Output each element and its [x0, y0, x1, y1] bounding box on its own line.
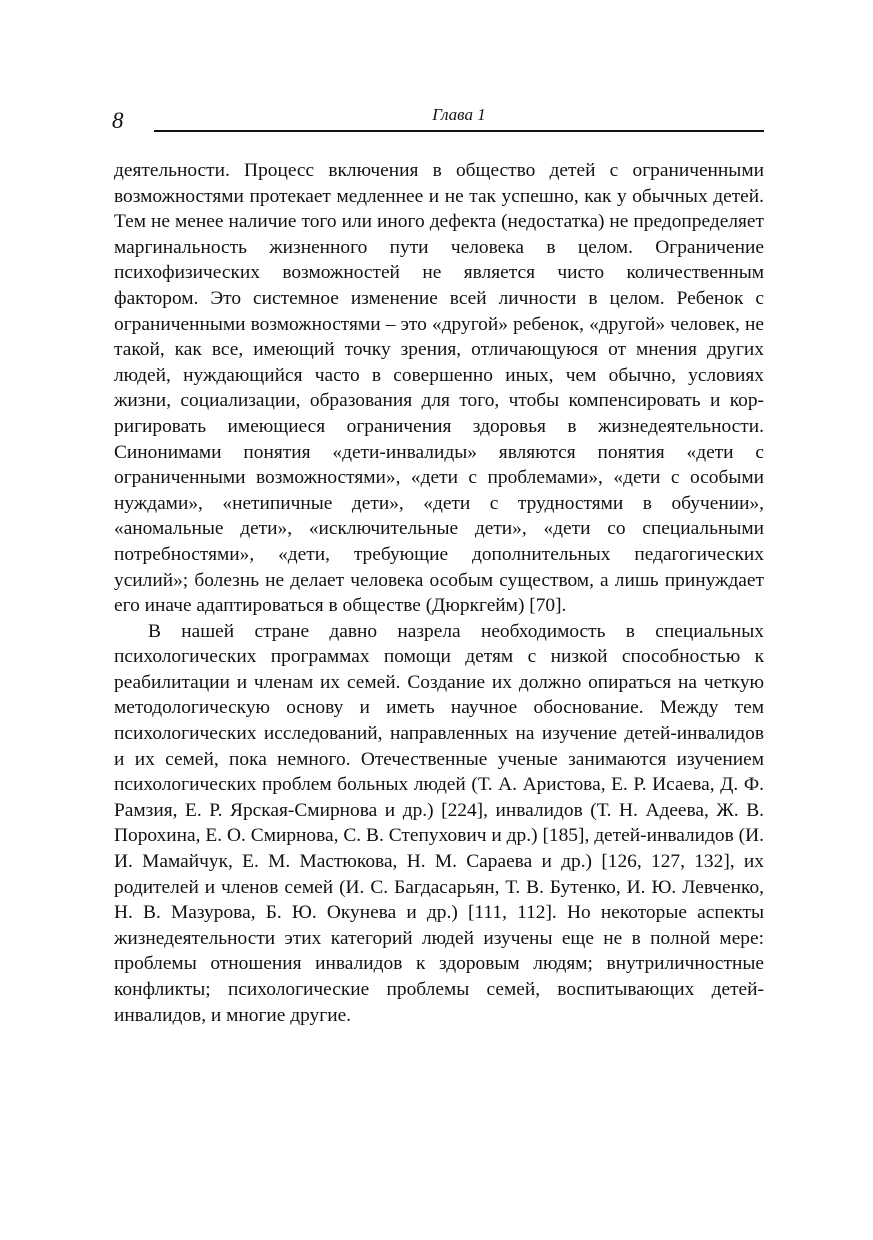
running-header — [112, 104, 764, 136]
chapter-title: Глава 1 — [432, 105, 486, 124]
paragraph-continued: деятельности. Процесс включения в общество детей с ограниченными возможностями протекает медленнее и не так успешно, как у обычных детей. Тем не менее наличие того или иного дефекта (недостатка) не предопределяет маргинальность жизненного пути человека в целом. Ограничение психофизических возможностей не является чисто количественным фактором. Это системное изменение всей личности в целом. Ребенок с ограниченными возможностями – это «другой» ребенок, «другой» человек, не такой, как все, имеющий точку зрения, отличающуюся от мнения других людей, нуждающийся часто в совершенно иных, чем обычно, условиях жизни, социализации, образования для того, чтобы компенсировать и корригировать имеющиеся ограничения здоровья в жизнедеятельности. Синонимами понятия «дети-инвалиды» являются понятия «дети с ограниченными возможностями», «дети с проблемами», «дети с особыми нуждами», «нетипичные дети», «дети с трудностями в обучении», «аномальные дети», «исключительные дети», «дети со специальными потребностями», «дети, требующие дополнительных педагогических усилий»; болезнь не делает человека особым существом, а лишь принуждает его иначе адаптироваться в обществе (Дюркгейм) [70]. — [114, 160, 764, 617]
body-text — [114, 158, 764, 1028]
page-number: 8 — [112, 108, 124, 133]
paragraph: В нашей стране давно назрела необходимость в специальных психологических программах помощи детям с низкой способностью к реабилитации и членам их семей. Создание их должно опираться на четкую методологическую основу и иметь научное обоснование. Между тем психологических исследований, направленных на изучение детей-инвалидов и их семей, пока немного. Отечественные ученые занимаются изучением психологических проблем больных людей (Т. А. Аристова, Е. Р. Исаева, Д. Ф. Рамзия, Е. Р. Ярская-Смирнова и др.) [224], инвалидов (Т. Н. Адеева, Ж. В. Порохина, Е. О. Смирнова, С. В. Степухович и др.) [185], детей-инвалидов (И. И. Мамайчук, Е. М. Мастюкова, Н. М. Сараева и др.) [126, 127, 132], их родителей и членов семей (И. С. Багдасарьян, Т. В. Бутенко, И. Ю. Левченко, Н. В. Мазурова, Б. Ю. Окунева и др.) [111, 112]. Но некоторые аспекты жизнедеятельности этих категорий людей изучены еще не в полной мере: проблемы отношения инвалидов к здоровым людям; внутриличностные конфликты; психологические проблемы семей, воспитывающих детей-инвалидов, и многие другие. — [114, 620, 764, 1026]
header-rule — [154, 130, 764, 132]
